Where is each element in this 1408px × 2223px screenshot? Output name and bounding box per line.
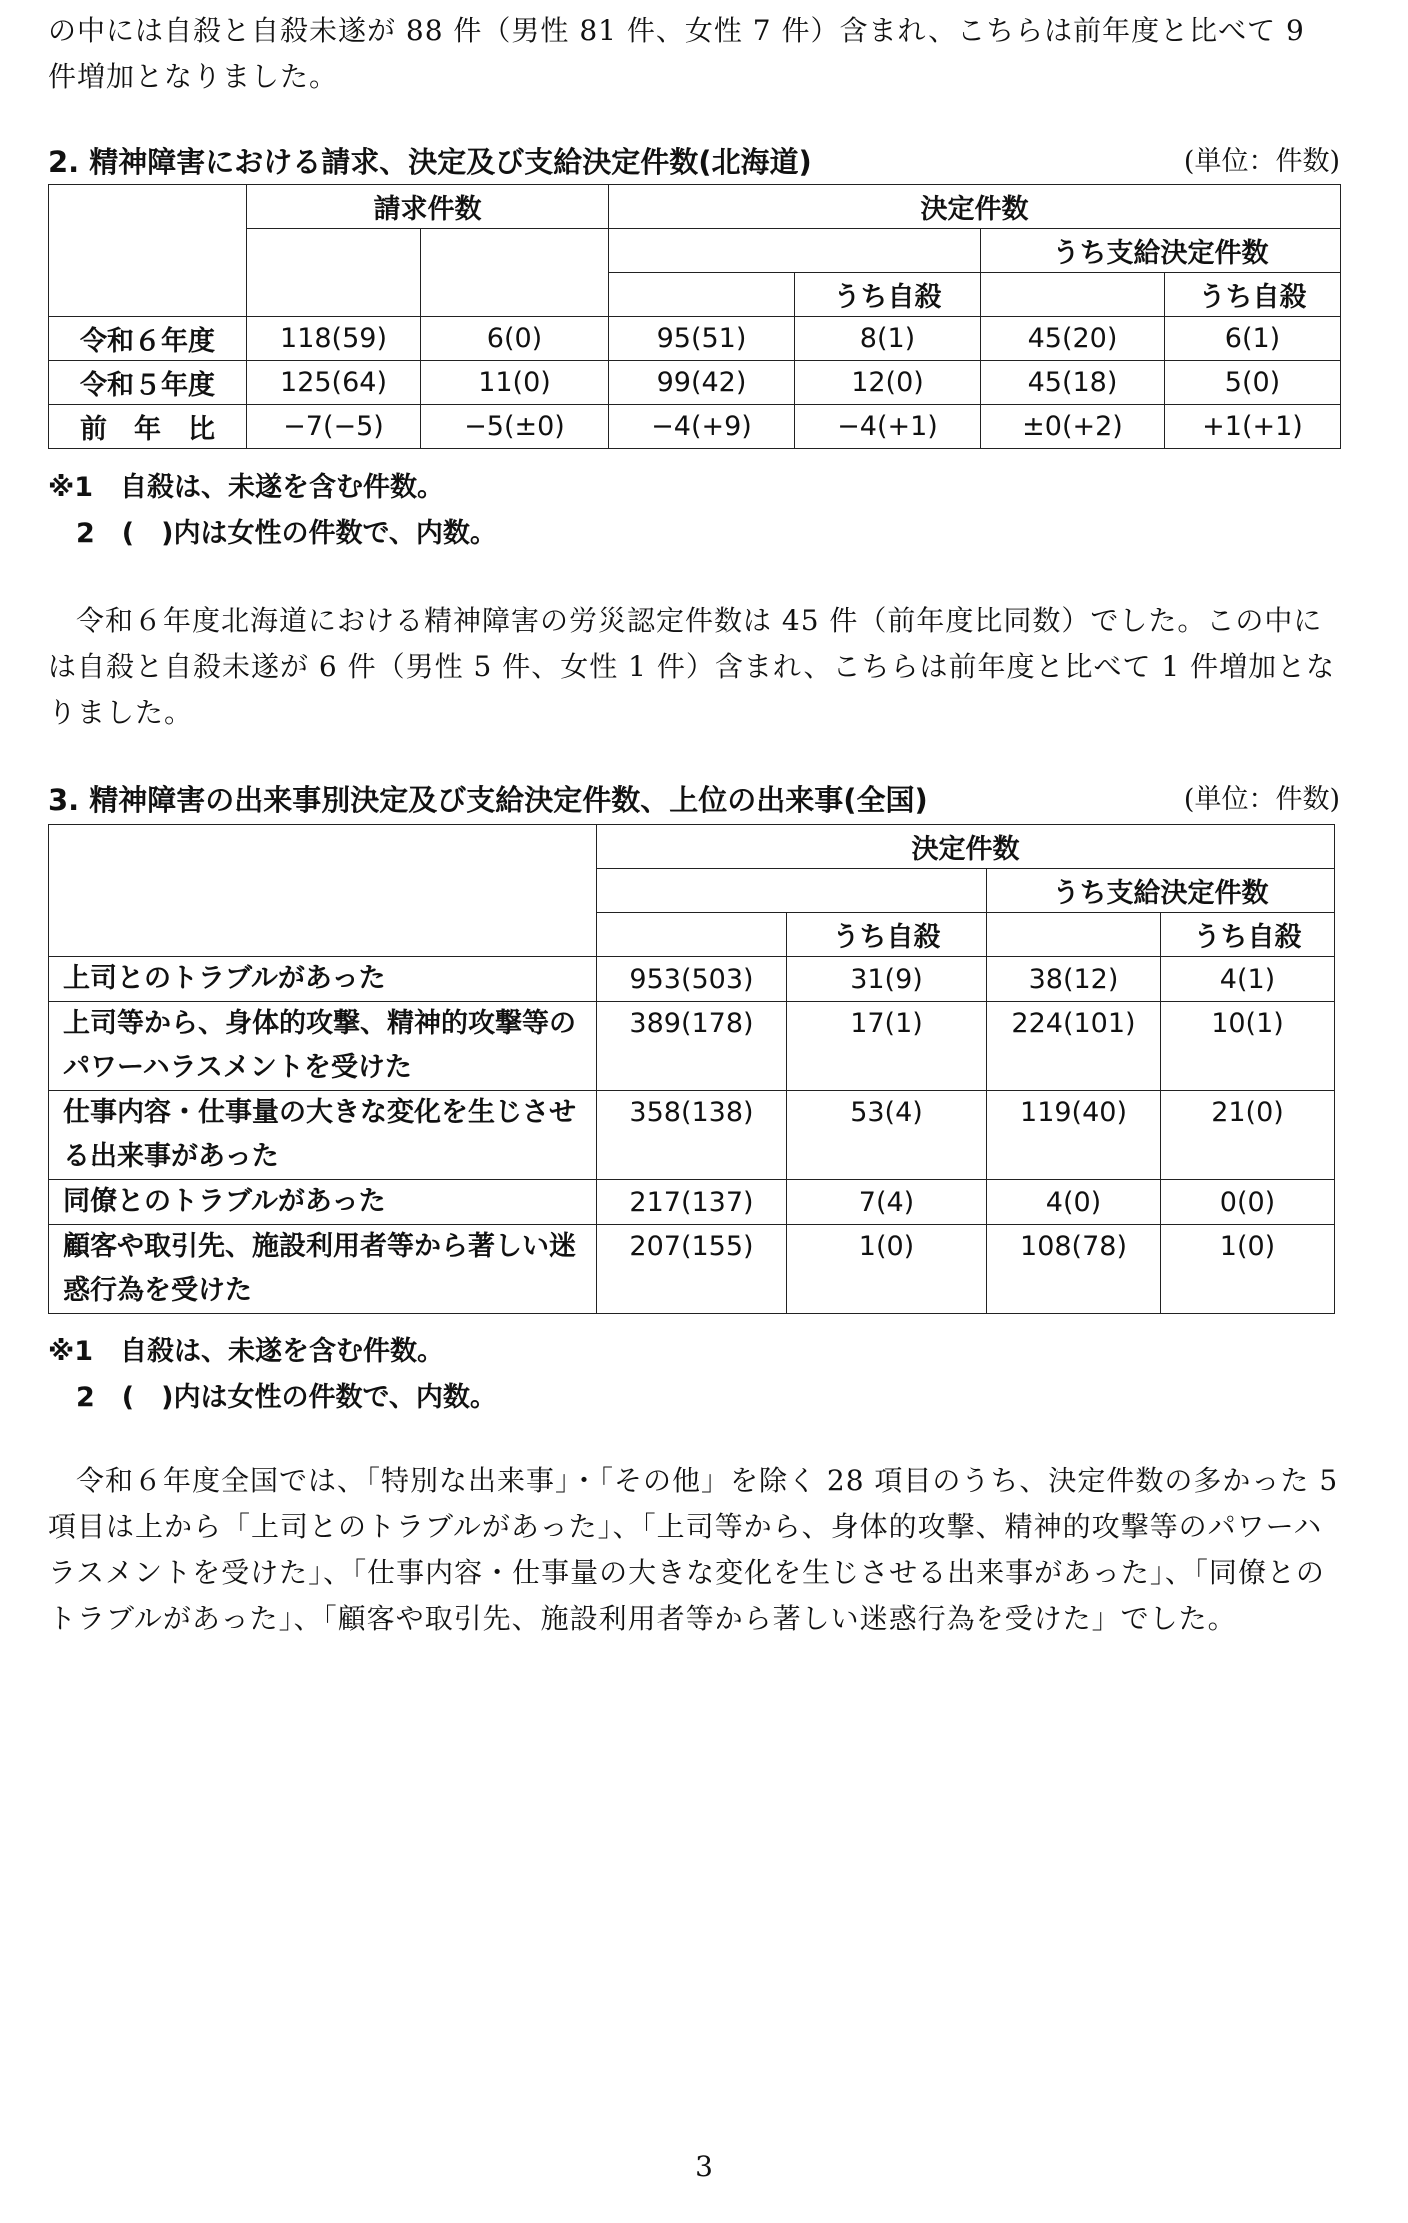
section3-note-1: ※1 自殺は、未遂を含む件数。 (48, 1336, 445, 1367)
event-label: 上司とのトラブルがあった (49, 957, 597, 1002)
payments-total-blank (981, 273, 1165, 317)
cell: 358(138) (597, 1091, 787, 1180)
cell: 1(0) (787, 1225, 987, 1314)
cell: 7(4) (787, 1180, 987, 1225)
cell: 6(0) (421, 317, 609, 361)
cell: −5(±0) (421, 405, 609, 449)
payments-header: うち支給決定件数 (981, 229, 1341, 273)
table-row (49, 1180, 1335, 1225)
table-row (49, 1091, 1335, 1180)
cell: 45(20) (981, 317, 1165, 361)
cell: 1(0) (1161, 1225, 1335, 1314)
section3-title: 3. 精神障害の出来事別決定及び支給決定件数、上位の出来事(全国) (48, 783, 928, 817)
section3-paragraph: 令和６年度全国では、「特別な出来事」・「その他」を除く 28 項目のうち、決定件数の多かった 5 項目は上から「上司とのトラブルがあった」、「上司等から、身体的攻撃、精神的攻撃等のパワーハラスメントを受けた」、「仕事内容・仕事量の大きな変化を生じさせる出来事があった」、「同僚とのトラブルがあった」、「顧客や取引先、施設利用者等から著しい迷惑行為を受けた」でした。 (48, 1464, 1339, 1635)
section2-heading (48, 142, 1340, 182)
event-label: 仕事内容・仕事量の大きな変化を生じさせる出来事があった (49, 1091, 597, 1180)
decisions-suicide-header: うち自殺 (795, 273, 981, 317)
row-label: 令和６年度 (49, 317, 247, 361)
cell: 45(18) (981, 361, 1165, 405)
table-row (49, 957, 1335, 1002)
cell: 31(9) (787, 957, 987, 1002)
cell: 224(101) (987, 1002, 1161, 1091)
cell: 118(59) (247, 317, 421, 361)
payments-header: うち支給決定件数 (987, 869, 1335, 913)
decisions-total-blank (609, 273, 795, 317)
cell: ±0(+2) (981, 405, 1165, 449)
decisions-blank (597, 869, 987, 913)
cell: 53(4) (787, 1091, 987, 1180)
payments-suicide-header: うち自殺 (1161, 913, 1335, 957)
payments-suicide-header: うち自殺 (1165, 273, 1341, 317)
cell: 4(1) (1161, 957, 1335, 1002)
cell: 99(42) (609, 361, 795, 405)
cell: 5(0) (1165, 361, 1341, 405)
table-row (49, 317, 1341, 361)
cell: 95(51) (609, 317, 795, 361)
cell: 17(1) (787, 1002, 987, 1091)
event-label: 上司等から、身体的攻撃、精神的攻撃等のパワーハラスメントを受けた (49, 1002, 597, 1091)
decisions-total-blank (597, 913, 787, 957)
cell: 8(1) (795, 317, 981, 361)
corner-cell (49, 185, 247, 317)
section3-unit: (単位：件数) (1183, 784, 1340, 815)
cell: −4(+1) (795, 405, 981, 449)
section3-table (48, 824, 1335, 1314)
event-label: 顧客や取引先、施設利用者等から著しい迷惑行為を受けた (49, 1225, 597, 1314)
table-row (49, 1002, 1335, 1091)
decisions-suicide-header: うち自殺 (787, 913, 987, 957)
cell: 4(0) (987, 1180, 1161, 1225)
cell: 119(40) (987, 1091, 1161, 1180)
section2-title: 2. 精神障害における請求、決定及び支給決定件数(北海道) (48, 145, 812, 179)
claims-blank2 (421, 229, 609, 317)
section2-table (48, 184, 1341, 449)
intro-paragraph: の中には自殺と自殺未遂が 88 件（男性 81 件、女性 7 件）含まれ、こちらは前年度と比べて 9 件増加となりました。 (48, 14, 1305, 93)
cell: 12(0) (795, 361, 981, 405)
cell: 389(178) (597, 1002, 787, 1091)
decisions-blank (609, 229, 981, 273)
section3-note-2: 2 ( )内は女性の件数で、内数。 (76, 1382, 497, 1413)
table-row (49, 1225, 1335, 1314)
section2-note-1: ※1 自殺は、未遂を含む件数。 (48, 472, 445, 503)
cell: 6(1) (1165, 317, 1341, 361)
corner-cell (49, 825, 597, 957)
cell: −7(−5) (247, 405, 421, 449)
section2-unit: (単位：件数) (1183, 146, 1340, 177)
table-row (49, 361, 1341, 405)
page-number: 3 (695, 2150, 713, 2183)
section2-note-2: 2 ( )内は女性の件数で、内数。 (76, 518, 497, 549)
cell: 0(0) (1161, 1180, 1335, 1225)
cell: 207(155) (597, 1225, 787, 1314)
section2-paragraph: 令和６年度北海道における精神障害の労災認定件数は 45 件（前年度比同数）でした。この中には自殺と自殺未遂が 6 件（男性 5 件、女性 1 件）含まれ、こちらは前年度と比べて 1 件増加となりました。 (48, 604, 1336, 729)
row-label: 令和５年度 (49, 361, 247, 405)
cell: 11(0) (421, 361, 609, 405)
section3-heading (48, 780, 1340, 820)
cell: −4(+9) (609, 405, 795, 449)
event-label: 同僚とのトラブルがあった (49, 1180, 597, 1225)
cell: 953(503) (597, 957, 787, 1002)
cell: 21(0) (1161, 1091, 1335, 1180)
cell: 108(78) (987, 1225, 1161, 1314)
cell: 10(1) (1161, 1002, 1335, 1091)
claims-blank (247, 229, 421, 317)
cell: 38(12) (987, 957, 1161, 1002)
payments-total-blank (987, 913, 1161, 957)
decisions-header: 決定件数 (597, 825, 1335, 869)
decisions-header: 決定件数 (609, 185, 1341, 229)
claims-header: 請求件数 (247, 185, 609, 229)
cell: +1(+1) (1165, 405, 1341, 449)
cell: 217(137) (597, 1180, 787, 1225)
cell: 125(64) (247, 361, 421, 405)
table-row (49, 405, 1341, 449)
row-label: 前 年 比 (49, 405, 247, 449)
